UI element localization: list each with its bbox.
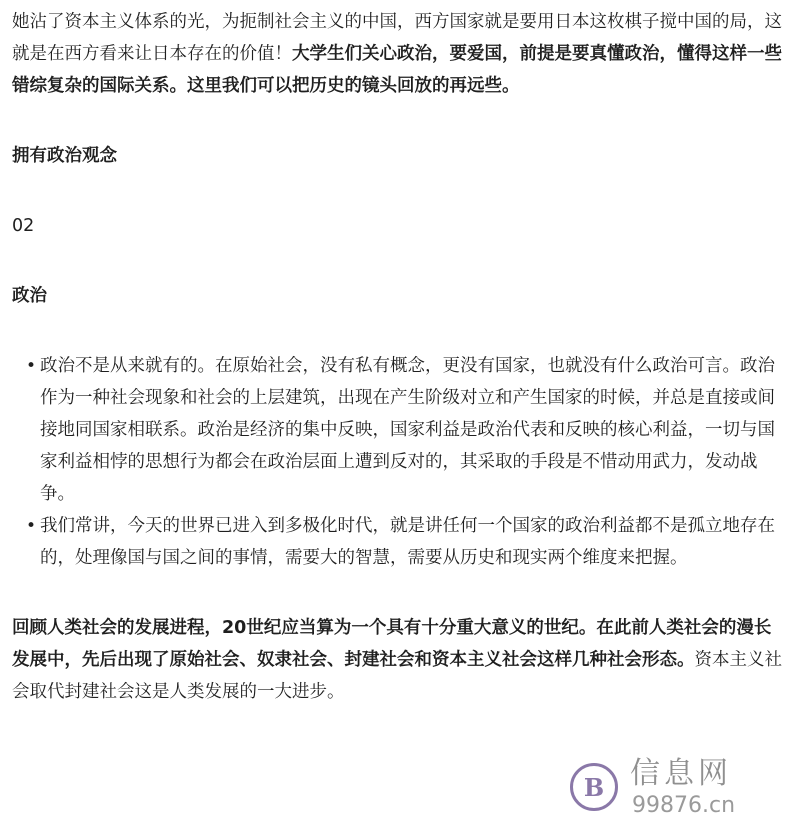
- section-number: 02: [12, 216, 35, 236]
- bullet-list: [12, 350, 784, 574]
- closing-bold-text: 回顾人类社会的发展进程，20世纪应当算为一个具有十分重大意义的世纪。在此前人类社会的漫长发展中，先后出现了原始社会、奴隶社会、封建社会和资本主义社会这样几种社会形态。: [12, 618, 772, 670]
- closing-paragraph: [12, 612, 784, 708]
- watermark-title: 信息网: [630, 756, 732, 791]
- article-body: [12, 6, 784, 708]
- list-item-text: 政治不是从来就有的。在原始社会，没有私有概念，更没有国家，也就没有什么政治可言。政治作为一种社会现象和社会的上层建筑，出现在产生阶级对立和产生国家的时候，并总是直接或间接地同国家相联系。政治是经济的集中反映，国家利益是政治代表和反映的核心利益，一切与国家利益相悖的思想行为都会在政治层面上遭到反对的，其采取的手段是不惜动用武力，发动战争。: [40, 356, 775, 504]
- intro-bold-text: 大学生们关心政治，要爱国，前提是要真懂政治，懂得这样一些错综复杂的国际关系。这里我们可以把历史的镜头回放的再远些。: [12, 44, 782, 96]
- intro-paragraph: [12, 6, 784, 102]
- closing-text: 资本主义社会取代封建社会这是人类发展的一大进步。: [12, 650, 782, 702]
- list-item: [26, 510, 784, 574]
- watermark-url: 99876.cn: [632, 793, 736, 818]
- bullet-dot-icon: •: [26, 356, 37, 376]
- list-item: [26, 350, 784, 510]
- intro-text: 她沾了资本主义体系的光，为扼制社会主义的中国，西方国家就是要用日本这枚棋子搅中国的局，这就是在西方看来让日本存在的价值！: [12, 12, 782, 64]
- watermark: [570, 757, 780, 821]
- bullet-dot-icon: •: [26, 516, 37, 536]
- list-item-text: 我们常讲，今天的世界已进入到多极化时代，就是讲任何一个国家的政治利益都不是孤立地存在的，处理像国与国之间的事情，需要大的智慧，需要从历史和现实两个维度来把握。: [40, 516, 775, 568]
- section-heading: 拥有政治观念: [12, 146, 117, 166]
- section-title: 政治: [12, 286, 47, 306]
- watermark-logo-icon: B: [570, 763, 618, 811]
